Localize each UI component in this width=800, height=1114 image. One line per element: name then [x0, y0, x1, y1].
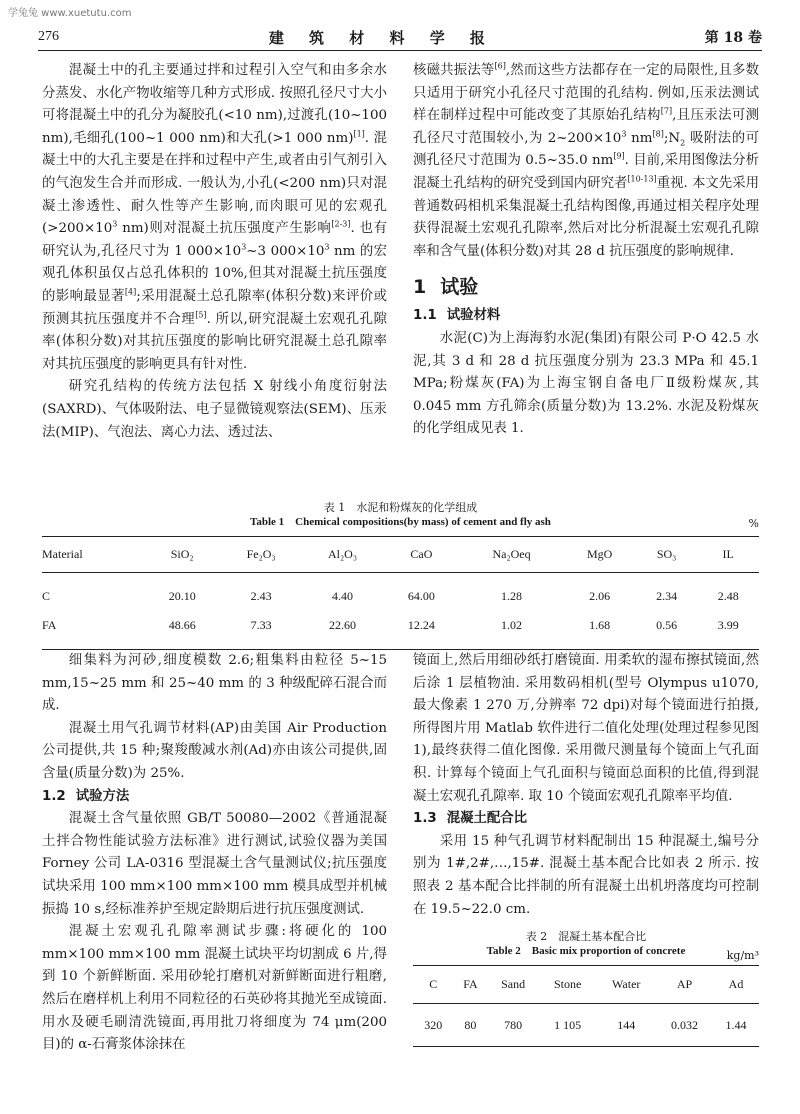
table-header-cell: CaO [383, 537, 459, 573]
table-header-cell: Material [42, 537, 144, 573]
table-cell: 1.68 [589, 618, 611, 632]
table-cell: 12.24 [407, 618, 435, 632]
paragraph-methods: 研究孔结构的传统方法包括 X 射线小角度衍射法(SAXRD)、气体吸附法、电子显微镜观察法(SEM)、压汞法(MIP)、气泡法、离心力法、透过法、 [42, 379, 387, 440]
paragraph-porosity-steps: 混凝土宏观孔孔隙率测试步骤:将硬化的 100 mm×100 mm×100 mm 混凝土试块平均切割成 6 片,得到 10 个新鲜断面. 采用砂轮打磨机对新鲜断面进行粗磨,然后在磨样机上利用不同粒径的石英砂将其抛光至成镜面. 用水及硬毛刷清洗镜面,再用批刀将细度为 74 μm(200 目)的 α-石膏浆体涂抹在 [42, 924, 387, 1053]
table-header-cell: C [413, 966, 453, 1004]
table-row [42, 573, 759, 611]
paragraph-methods-cont: 核磁共振法等[6],然而这些方法都存在一定的局限性,且多数只适用于研究小孔径尺寸范围的孔结构. 例如,压汞法测试样在制样过程中可能改变了其原始孔结构[7],且压汞法可测孔径尺寸范围较小,为 $2\sim 200\times 10^3$ $nm[8];N_2$ 吸附法的可测孔径尺寸范围为 0.5~35.0 nm[9]. 目前,采用图像法分析混凝土孔结构的研究受到国内研究者[10-13]重视. 本文先采用普通数码相机采集混凝土孔结构图像,再通过相关程序处理获得混凝土宏观孔孔隙率,然后对比分析混凝土宏观孔孔隙率和含气量(体积分数)对其 28 d 抗压强度的影响规律. [413, 61, 760, 259]
paragraph-mix-proportion: 采用 15 种气孔调节材料配制出 15 种混凝土,编号分别为 1#,2#,…,15#. 混凝土基本配合比如表 2 所示. 按照表 2 基本配合比拌制的所有混凝土出机坍落度均可控制在 19.5~22.0 cm. [413, 833, 759, 917]
paragraph-aggregates: 细集料为河砂,细度模数 2.6;粗集料由粒径 5~15 mm,15~25 mm 和 25~40 mm 的 3 种级配碎石混合而成. [42, 653, 387, 714]
table-1-grid [42, 536, 759, 650]
table-cell: 80 [464, 1017, 477, 1032]
right-column-top [413, 60, 759, 441]
table-2-unit: kg/m³ [726, 949, 759, 963]
table-header-cell: IL [697, 537, 759, 573]
table-cell: 2.48 [717, 589, 739, 603]
table-cell: 2.06 [589, 589, 611, 603]
subsection-heading-1-3: 1.3 混凝土配合比 [413, 811, 528, 827]
table-cell: 7.33 [250, 618, 272, 632]
table-cell: 64.00 [407, 589, 435, 603]
table-1-caption-cn: 表 1 水泥和粉煤灰的化学组成 [323, 501, 478, 514]
table-cell: 3.99 [717, 618, 739, 632]
table-header-row [42, 537, 759, 573]
table-header-cell: MgO [563, 537, 635, 573]
table-header-cell: Fe₂O₃ [220, 537, 301, 573]
table-2-caption-cn: 表 2 混凝土基本配合比 [525, 930, 647, 944]
table-cell: 320 [424, 1017, 443, 1032]
table-header-row [413, 966, 759, 1004]
table-header-cell: SO₃ [636, 537, 698, 573]
table-cell: 0.032 [670, 1017, 698, 1032]
paragraph-porosity-cont: 镜面上,然后用细砂纸打磨镜面. 用柔软的湿布擦拭镜面,然后涂 1 层植物油. 采用数码相机(型号 Olympus u1070,最大像素 1 270 万,分辨率 72 dpi)对每个镜面进行拍摄,所得图片用 Matlab 软件进行二值化处理(处理过程参见图 1),最终获得二值化图像. 采用微尺测量每个镜面上气孔面积. 计算每个镜面上气孔面积与镜面总面积的比值,得到混凝土宏观孔孔隙率. 取 10 个镜面宏观孔孔隙率平均值. [413, 653, 759, 804]
table-1 [42, 500, 759, 650]
table-header-cell: SiO₂ [144, 537, 220, 573]
table-cell: 0.56 [656, 618, 678, 632]
paragraph-test-method: 混凝土含气量依照 GB/T 50080—2002《普通混凝土拌合物性能试验方法标准》进行测试,试验仪器为美国 Forney 公司 LA-0316 型混凝土含气量测试仪;抗压强度试块采用 100 mm×100 mm×100 mm 模具成型并机械振捣 10 s,经标准养护至规定龄期后进行抗压强度测试. [42, 811, 387, 917]
page-number: 276 [38, 29, 59, 44]
right-column-bottom [413, 650, 759, 1047]
section-heading-1: 1 试验 [413, 276, 479, 299]
table-header-cell: Water [596, 966, 656, 1004]
table-cell: 22.60 [329, 618, 356, 632]
subsection-heading-1-2: 1.2 试验方法 [42, 788, 130, 804]
table-cell: 48.66 [168, 618, 196, 632]
table-header-cell: Stone [539, 966, 597, 1004]
table-2-grid [413, 965, 759, 1047]
journal-title: 建 筑 材 料 学 报 [268, 28, 495, 47]
table-cell: 2.43 [250, 589, 272, 603]
left-column-top [42, 60, 387, 444]
paragraph-intro: 混凝土中的孔主要通过拌和过程引入空气和由多余水分蒸发、水化产物收缩等几种方式形成. 按照孔径尺寸大小可将混凝土中的孔分为凝胶孔(<10 nm),过渡孔(10~100 nm),毛细孔(100~1 000 nm)和大孔(>1 000 nm)[1]. 混凝土中的大孔主要是在拌和过程中产生,或者由引气剂引入的气泡发生合并而形成. 一般认为,小孔(<200 nm)只对混凝土渗透性、耐久性等产生影响,而肉眼可见的宏观孔($>200\times 10^3$ nm)则对混凝土抗压强度产生影响[2-3]. 也有研究认为,孔径尺寸为 1 $000\times 10^3\sim 3$ $000\times 10^3$ nm 的宏观孔体积虽仅占总孔体积的 10%,但其对混凝土抗压强度的影响最显著[4];采用混凝土总孔隙率(体积分数)来评价或预测其抗压强度并不合理[5]. 所以,研究混凝土宏观孔孔隙率(体积分数)对其抗压强度的影响比研究混凝土总孔隙率对其抗压强度的影响更具有针对性. [42, 63, 388, 372]
table-cell: 4.40 [332, 589, 353, 603]
table-cell: 780 [504, 1017, 523, 1032]
table-1-caption-en: Table 1 Chemical compositions(by mass) of cement and fly ash [250, 516, 551, 528]
table-cell: 1.28 [501, 589, 523, 603]
page-header [38, 24, 762, 51]
table-cell: FA [42, 618, 57, 632]
table-2-caption-en: Table 2 Basic mix proportion of concrete [486, 945, 686, 958]
volume-label: 第 18 卷 [704, 30, 762, 46]
table-header-cell: Sand [487, 966, 538, 1004]
watermark-text: 学兔兔 www.xuetutu.com [8, 8, 132, 19]
table-header-cell: Ad [713, 966, 759, 1004]
table-cell: 144 [617, 1017, 636, 1032]
table-cell: 2.34 [656, 589, 678, 603]
paragraph-admixtures: 混凝土用气孔调节材料(AP)由美国 Air Production 公司提供,共 15 种;聚羧酸减水剂(Ad)亦由该公司提供,固含量(质量分数)为 25%. [42, 720, 387, 781]
table-2 [413, 929, 759, 1047]
table-cell: 1.02 [501, 618, 523, 632]
table-row [413, 1003, 759, 1047]
table-header-cell: AP [656, 966, 713, 1004]
table-cell: 20.10 [168, 589, 196, 603]
table-cell: 1.44 [725, 1017, 747, 1032]
paragraph-materials: 水泥(C)为上海海豹水泥(集团)有限公司 P·O 42.5 水泥,其 3 d 和 28 d 抗压强度分别为 23.3 MPa 和 45.1 MPa;粉煤灰(FA)为上海宝钢自备电厂Ⅱ级粉煤灰,其 0.045 mm 方孔筛余(质量分数)为 13.2%. 水泥及粉煤灰的化学组成见表 1. [413, 330, 759, 437]
table-row [42, 610, 759, 650]
left-column-bottom [42, 650, 387, 1057]
table-header-cell: Na₂Oeq [460, 537, 564, 573]
subsection-heading-1-1: 1.1 试验材料 [413, 308, 501, 324]
table-cell: C [42, 589, 51, 603]
table-header-cell: FA [453, 966, 487, 1004]
table-1-unit: % [748, 517, 759, 530]
table-cell: 1 105 [554, 1017, 582, 1032]
table-header-cell: Al₂O₃ [302, 537, 383, 573]
